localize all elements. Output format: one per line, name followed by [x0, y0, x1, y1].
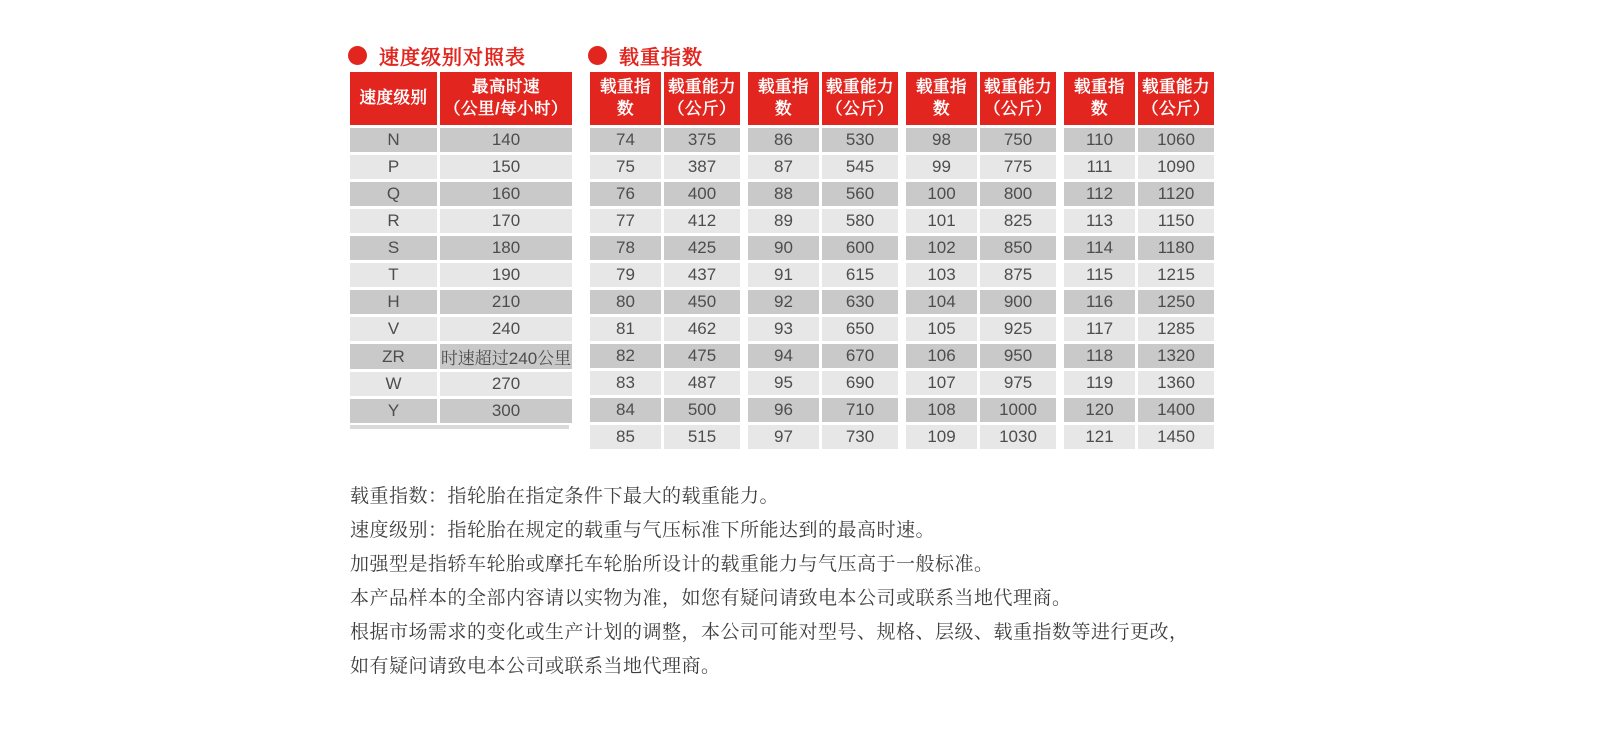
table-cell: 1030 [980, 425, 1056, 449]
table-cell: 108 [906, 398, 977, 422]
table-row [906, 317, 1056, 341]
table-cell: 270 [440, 372, 572, 396]
load-table-body-3 [906, 128, 1056, 449]
table-row [590, 371, 740, 395]
load-capacity-header [1138, 72, 1214, 125]
table-row [1064, 317, 1214, 341]
table-cell: 1000 [980, 398, 1056, 422]
table-cell: 104 [906, 290, 977, 314]
table-cell: 487 [664, 371, 740, 395]
table-cell: 515 [664, 425, 740, 449]
table-row [906, 155, 1056, 179]
table-cell: 84 [590, 398, 661, 422]
table-cell: 117 [1064, 317, 1135, 341]
table-row [906, 398, 1056, 422]
table-row [748, 263, 898, 287]
note-line: 速度级别：指轮胎在规定的载重与气压标准下所能达到的最高时速。 [350, 520, 936, 541]
load-capacity-header-line1: 载重能力 [1142, 78, 1210, 97]
table-row [1064, 344, 1214, 368]
table-cell: 115 [1064, 263, 1135, 287]
note-line: 根据市场需求的变化或生产计划的调整，本公司可能对型号、规格、层级、载重指数等进行更改， [350, 622, 1189, 643]
table-row [590, 398, 740, 422]
table-cell: 107 [906, 371, 977, 395]
table-cell: 83 [590, 371, 661, 395]
load-table-header [590, 72, 740, 125]
table-cell: 140 [440, 128, 572, 152]
table-row [350, 263, 572, 287]
table-cell: 900 [980, 290, 1056, 314]
notes [350, 480, 1189, 684]
table-cell: 1180 [1138, 236, 1214, 260]
table-cell: 106 [906, 344, 977, 368]
table-cell: 时速超过240公里 [440, 344, 572, 369]
load-capacity-header [664, 72, 740, 125]
table-cell: 87 [748, 155, 819, 179]
table-row [1064, 290, 1214, 314]
speed-table [347, 69, 575, 426]
load-capacity-header-line2: （公斤） [984, 99, 1052, 118]
table-cell: 950 [980, 344, 1056, 368]
table-cell: 975 [980, 371, 1056, 395]
table-cell: 96 [748, 398, 819, 422]
load-table-body-1 [590, 128, 740, 449]
speed-table-body [350, 128, 572, 423]
table-cell: 110 [1064, 128, 1135, 152]
speed-table-header [350, 72, 572, 125]
table-cell: 89 [748, 209, 819, 233]
table-cell: 1400 [1138, 398, 1214, 422]
note-line: 加强型是指轿车轮胎或摩托车轮胎所设计的载重能力与气压高于一般标准。 [350, 554, 994, 575]
load-table-header [748, 72, 898, 125]
load-index-header: 载重指数 [748, 72, 819, 125]
table-row [748, 425, 898, 449]
speed-table-header-row [350, 72, 572, 125]
table-cell: 100 [906, 182, 977, 206]
table-row [590, 344, 740, 368]
table-cell: 90 [748, 236, 819, 260]
speed-table-bottom-edge [350, 425, 569, 429]
table-cell: 670 [822, 344, 898, 368]
table-row [350, 372, 572, 396]
table-cell: ZR [350, 344, 437, 369]
load-index-header: 载重指数 [1064, 72, 1135, 125]
table-cell: Y [350, 399, 437, 423]
table-cell: 93 [748, 317, 819, 341]
table-cell: 114 [1064, 236, 1135, 260]
load-table-body-2 [748, 128, 898, 449]
max-speed-header-line1: 最高时速 [472, 78, 540, 97]
table-row [350, 155, 572, 179]
table-cell: 600 [822, 236, 898, 260]
table-row [590, 155, 740, 179]
table-cell: 1150 [1138, 209, 1214, 233]
table-cell: 750 [980, 128, 1056, 152]
table-cell: 560 [822, 182, 898, 206]
load-capacity-header-line2: （公斤） [826, 99, 894, 118]
table-cell: 95 [748, 371, 819, 395]
load-table-group-2 [745, 69, 901, 452]
table-cell: 109 [906, 425, 977, 449]
table-cell: 475 [664, 344, 740, 368]
table-row [748, 128, 898, 152]
table-row [748, 236, 898, 260]
table-row [1064, 182, 1214, 206]
note-line: 如有疑问请致电本公司或联系当地代理商。 [350, 656, 721, 677]
table-cell: 450 [664, 290, 740, 314]
table-cell: 1285 [1138, 317, 1214, 341]
table-cell: 240 [440, 317, 572, 341]
table-cell: 580 [822, 209, 898, 233]
table-cell: H [350, 290, 437, 314]
load-table-header-row [1064, 72, 1214, 125]
table-cell: 170 [440, 209, 572, 233]
table-cell: 710 [822, 398, 898, 422]
table-cell: 210 [440, 290, 572, 314]
table-row [1064, 128, 1214, 152]
table-cell: 850 [980, 236, 1056, 260]
load-table-header-row [906, 72, 1056, 125]
table-row [350, 128, 572, 152]
table-cell: 75 [590, 155, 661, 179]
table-cell: 730 [822, 425, 898, 449]
table-cell: 116 [1064, 290, 1135, 314]
speed-table-title [348, 41, 526, 70]
table-cell: 92 [748, 290, 819, 314]
load-table-header-row [590, 72, 740, 125]
table-row [590, 128, 740, 152]
table-row [590, 209, 740, 233]
table-cell: 101 [906, 209, 977, 233]
table-cell: 105 [906, 317, 977, 341]
table-cell: 650 [822, 317, 898, 341]
table-row [1064, 371, 1214, 395]
table-cell: 111 [1064, 155, 1135, 179]
table-row [906, 344, 1056, 368]
speed-level-header: 速度级别 [350, 72, 437, 125]
table-row [590, 236, 740, 260]
table-cell: 1215 [1138, 263, 1214, 287]
table-cell: R [350, 209, 437, 233]
load-table [587, 69, 1217, 452]
table-cell: 78 [590, 236, 661, 260]
table-row [1064, 398, 1214, 422]
table-row [1064, 236, 1214, 260]
table-cell: 98 [906, 128, 977, 152]
table-row [748, 182, 898, 206]
table-cell: 425 [664, 236, 740, 260]
table-row [906, 290, 1056, 314]
speed-table-title-text: 速度级别对照表 [379, 47, 526, 69]
table-cell: 102 [906, 236, 977, 260]
table-cell: 160 [440, 182, 572, 206]
note-line: 本产品样本的全部内容请以实物为准，如您有疑问请致电本公司或联系当地代理商。 [350, 588, 1072, 609]
table-cell: 79 [590, 263, 661, 287]
table-cell: 462 [664, 317, 740, 341]
table-cell: 1090 [1138, 155, 1214, 179]
load-capacity-header [980, 72, 1056, 125]
table-cell: 76 [590, 182, 661, 206]
max-speed-header-line2: （公里/每小时） [443, 99, 569, 118]
table-row [748, 317, 898, 341]
table-cell: 77 [590, 209, 661, 233]
note-line: 载重指数：指轮胎在指定条件下最大的载重能力。 [350, 486, 780, 507]
table-cell: 91 [748, 263, 819, 287]
table-cell: 875 [980, 263, 1056, 287]
table-cell: 80 [590, 290, 661, 314]
table-cell: 300 [440, 399, 572, 423]
table-cell: N [350, 128, 437, 152]
table-cell: S [350, 236, 437, 260]
table-cell: 825 [980, 209, 1056, 233]
table-cell: 103 [906, 263, 977, 287]
table-row [748, 290, 898, 314]
table-row [1064, 209, 1214, 233]
table-cell: 99 [906, 155, 977, 179]
table-cell: 118 [1064, 344, 1135, 368]
table-cell: P [350, 155, 437, 179]
load-capacity-header-line2: （公斤） [1142, 99, 1210, 118]
table-cell: 500 [664, 398, 740, 422]
load-capacity-header [822, 72, 898, 125]
table-cell: T [350, 263, 437, 287]
table-cell: 86 [748, 128, 819, 152]
table-cell: 630 [822, 290, 898, 314]
max-speed-header [440, 72, 572, 125]
table-row [590, 317, 740, 341]
table-row [1064, 263, 1214, 287]
load-capacity-header-line1: 载重能力 [668, 78, 736, 97]
table-row [906, 128, 1056, 152]
table-cell: 150 [440, 155, 572, 179]
table-row [748, 155, 898, 179]
load-table-title [588, 41, 703, 70]
table-cell: 1360 [1138, 371, 1214, 395]
table-cell: 88 [748, 182, 819, 206]
table-cell: 615 [822, 263, 898, 287]
table-cell: 180 [440, 236, 572, 260]
table-cell: 1120 [1138, 182, 1214, 206]
table-row [1064, 425, 1214, 449]
table-row [748, 209, 898, 233]
table-row [350, 317, 572, 341]
table-row [350, 236, 572, 260]
table-row [906, 236, 1056, 260]
table-cell: 775 [980, 155, 1056, 179]
table-cell: 545 [822, 155, 898, 179]
table-row [748, 371, 898, 395]
table-cell: 387 [664, 155, 740, 179]
table-cell: 437 [664, 263, 740, 287]
table-cell: 85 [590, 425, 661, 449]
table-row [350, 182, 572, 206]
table-row [906, 182, 1056, 206]
table-row [906, 371, 1056, 395]
table-cell: 82 [590, 344, 661, 368]
load-capacity-header-line1: 载重能力 [984, 78, 1052, 97]
table-cell: Q [350, 182, 437, 206]
table-cell: 1060 [1138, 128, 1214, 152]
table-cell: 1450 [1138, 425, 1214, 449]
table-row [350, 399, 572, 423]
load-table-group-3 [903, 69, 1059, 452]
table-row [350, 209, 572, 233]
table-row [906, 425, 1056, 449]
load-table-group-4 [1061, 69, 1217, 452]
table-row [590, 290, 740, 314]
table-cell: 400 [664, 182, 740, 206]
load-table-header-row [748, 72, 898, 125]
load-table-body-4 [1064, 128, 1214, 449]
table-cell: 74 [590, 128, 661, 152]
red-dot-icon [348, 46, 367, 65]
table-cell: 94 [748, 344, 819, 368]
table-row [906, 263, 1056, 287]
table-cell: 121 [1064, 425, 1135, 449]
load-index-header: 载重指数 [590, 72, 661, 125]
table-row [590, 182, 740, 206]
table-row [1064, 155, 1214, 179]
table-cell: 530 [822, 128, 898, 152]
table-cell: 190 [440, 263, 572, 287]
load-capacity-header-line1: 载重能力 [826, 78, 894, 97]
load-table-header [1064, 72, 1214, 125]
table-row [748, 398, 898, 422]
table-row [350, 290, 572, 314]
table-cell: 800 [980, 182, 1056, 206]
table-cell: 112 [1064, 182, 1135, 206]
table-row [590, 263, 740, 287]
table-cell: 375 [664, 128, 740, 152]
table-row [350, 344, 572, 369]
load-table-group-1 [587, 69, 743, 452]
table-row [906, 209, 1056, 233]
table-cell: 690 [822, 371, 898, 395]
table-row [590, 425, 740, 449]
table-cell: V [350, 317, 437, 341]
table-cell: 1320 [1138, 344, 1214, 368]
load-capacity-header-line2: （公斤） [668, 99, 736, 118]
table-cell: W [350, 372, 437, 396]
table-cell: 1250 [1138, 290, 1214, 314]
table-row [748, 344, 898, 368]
table-cell: 925 [980, 317, 1056, 341]
red-dot-icon [588, 46, 607, 65]
table-cell: 120 [1064, 398, 1135, 422]
load-table-header [906, 72, 1056, 125]
table-cell: 119 [1064, 371, 1135, 395]
table-cell: 97 [748, 425, 819, 449]
load-table-title-text: 载重指数 [619, 47, 703, 69]
table-cell: 113 [1064, 209, 1135, 233]
table-cell: 412 [664, 209, 740, 233]
table-cell: 81 [590, 317, 661, 341]
load-index-header: 载重指数 [906, 72, 977, 125]
